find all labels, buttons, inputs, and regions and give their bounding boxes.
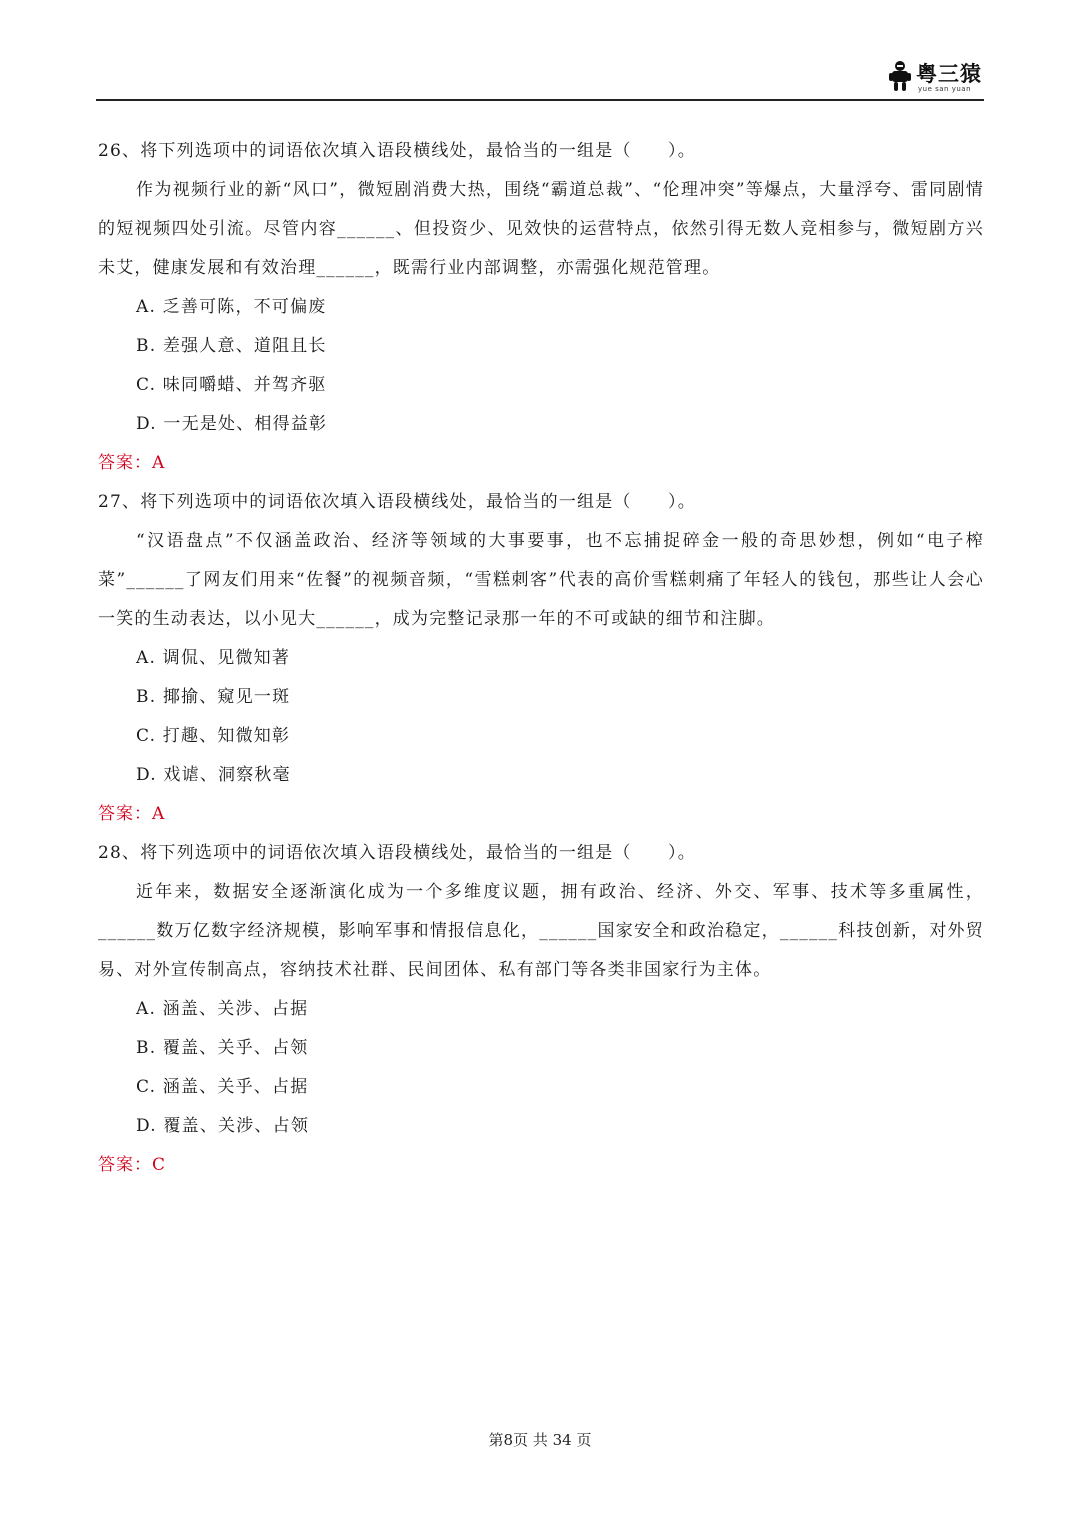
- question-passage: 作为视频行业的新“风口”，微短剧消费大热，围绕“霸道总裁”、“伦理冲突”等爆点，大量浮夸、雷同剧情的短视频四处引流。尽管内容______、但投资少、见效快的运营特点，依然引得无数人竞相参与，微短剧方兴未艾，健康发展和有效治理______，既需行业内部调整，亦需强化规范管理。: [98, 180, 984, 278]
- option-d: D. 一无是处、相得益彰: [136, 414, 328, 434]
- option-c: C. 涵盖、关乎、占据: [136, 1077, 309, 1097]
- logo-subtitle: yue san yuan: [918, 85, 972, 93]
- question-block: [98, 132, 984, 483]
- question-passage: 近年来，数据安全逐渐演化成为一个多维度议题，拥有政治、经济、外交、军事、技术等多重属性，______数万亿数字经济规模，影响军事和情报信息化，______国家安全和政治稳定，______科技创新，对外贸易、对外宣传制高点，容纳技术社群、民间团体、私有部门等各类非国家行为主体。: [98, 882, 984, 980]
- option-a: A. 调侃、见微知著: [136, 648, 291, 668]
- question-stem: 27、将下列选项中的词语依次填入语段横线处，最恰当的一组是（ ）。: [98, 492, 696, 512]
- page-number: 第8页 共 34 页: [488, 1431, 592, 1449]
- option-b: B. 差强人意、道阻且长: [136, 336, 327, 356]
- option-b: B. 揶揄、窥见一斑: [136, 687, 291, 707]
- option-a: A. 涵盖、关涉、占据: [136, 999, 309, 1019]
- question-block: [98, 834, 984, 1185]
- option-a: A. 乏善可陈，不可偏废: [136, 297, 327, 317]
- question-block: [98, 483, 984, 834]
- option-d: D. 戏谑、洞察秋毫: [136, 765, 291, 785]
- answer-label: 答案：A: [98, 453, 166, 473]
- option-c: C. 打趣、知微知彰: [136, 726, 291, 746]
- question-stem: 26、将下列选项中的词语依次填入语段横线处，最恰当的一组是（ ）。: [98, 141, 696, 161]
- option-c: C. 味同嚼蜡、并驾齐驱: [136, 375, 327, 395]
- header-divider: [96, 99, 984, 101]
- brand-logo: [886, 58, 986, 96]
- logo-title: 粤三猿: [916, 62, 982, 86]
- option-b: B. 覆盖、关乎、占领: [136, 1038, 309, 1058]
- question-list: [98, 132, 984, 1185]
- question-passage: “汉语盘点”不仅涵盖政治、经济等领域的大事要事，也不忘捕捉碎金一般的奇思妙想，例如“电子榨菜”______了网友们用来“佐餐”的视频音频，“雪糕刺客”代表的高价雪糕刺痛了年轻人的钱包，那些让人会心一笑的生动表达，以小见大______，成为完整记录那一年的不可或缺的细节和注脚。: [98, 531, 984, 629]
- option-d: D. 覆盖、关涉、占领: [136, 1116, 310, 1136]
- answer-label: 答案：C: [98, 1155, 167, 1175]
- question-stem: 28、将下列选项中的词语依次填入语段横线处，最恰当的一组是（ ）。: [98, 843, 696, 863]
- monkey-logo-icon: [888, 60, 912, 92]
- answer-label: 答案：A: [98, 804, 166, 824]
